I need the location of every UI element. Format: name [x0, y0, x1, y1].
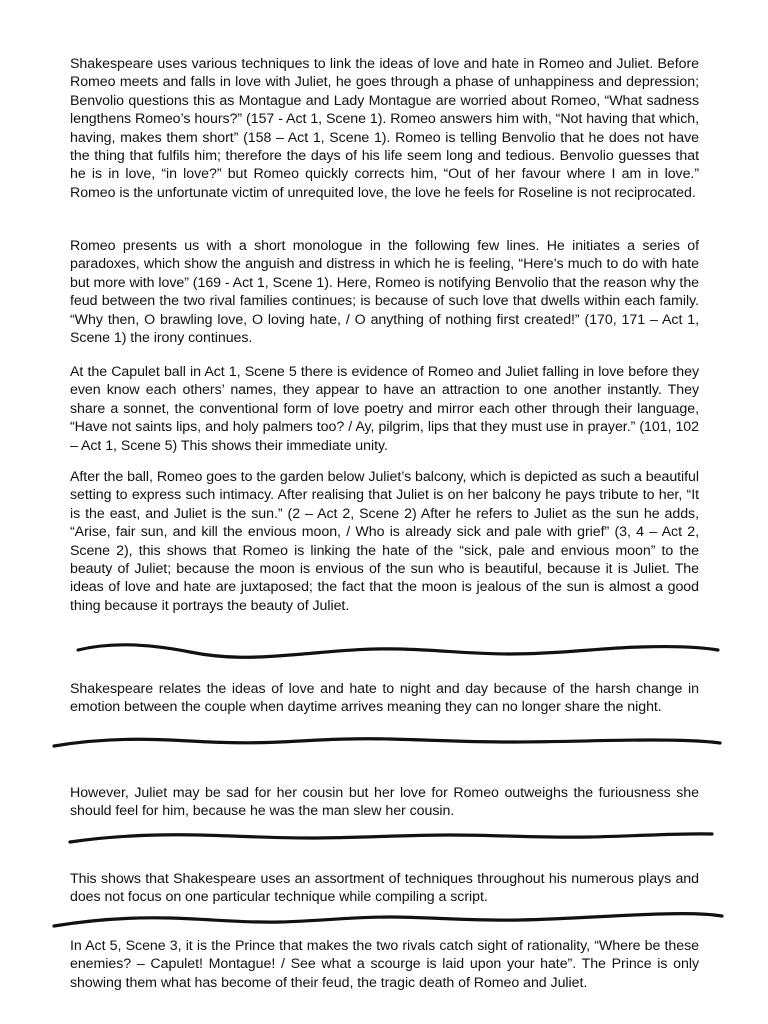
handwritten-squiggle-divider-4: [0, 902, 768, 942]
paragraph-8: In Act 5, Scene 3, it is the Prince that makes the two rivals catch sight of rationality, “Where be these enemies? – Capulet! Montague! / See what a scourge is laid upon your hate”. The Prince is only showing them what has become of their feud, the tragic death of Romeo and Juliet.: [70, 938, 699, 991]
paragraph-1: Shakespeare uses various techniques to link the ideas of love and hate in Romeo and Juliet. Before Romeo meets and falls in love with Juliet, he goes through a phase of unhappiness and depression; Benvolio questions this as Montague and Lady Montague are worried about Romeo, “What sadness lengthens Romeo’s hours?” (157 - Act 1, Scene 1). Romeo answers him with, “Not having that which, having, makes them short” (158 – Act 1, Scene 1). Romeo is telling Benvolio that he does not have the thing that fulfils him; therefore the days of his life seem long and tedious. Benvolio guesses that he is in love, “in love?” but Romeo quickly corrects him, “Out of her favour where I am in love.” Romeo is the unfortunate victim of unrequited love, the love he feels for Roseline is not reciprocated.: [70, 56, 699, 201]
paragraph-7: This shows that Shakespeare uses an assortment of techniques throughout his numerous plays and does not focus on one particular technique while compiling a script.: [70, 871, 699, 906]
paragraph-4: After the ball, Romeo goes to the garden below Juliet’s balcony, which is depicted as such a beautiful setting to express such intimacy. After realising that Juliet is on her balcony he pays tribute to her, “It is the east, and Juliet is the sun.” (2 – Act 2, Scene 2) After he refers to Juliet as the sun he adds, “Arise, fair sun, and kill the envious moon, / Who is already sick and pale with grief” (3, 4 – Act 2, Scene 2), this shows that Romeo is linking the hate of the “sick, pale and envious moon” to the beauty of Juliet; because the moon is envious of the sun who is beautiful, because it is Juliet. The ideas of love and hate are juxtaposed; the fact that the moon is jealous of the sun is almost a good thing because it portrays the beauty of Juliet.: [70, 469, 699, 614]
handwritten-squiggle-divider-3: [0, 820, 768, 860]
handwritten-squiggle-divider-1: [0, 628, 768, 668]
handwritten-squiggle-divider-2: [0, 724, 768, 764]
paragraph-2: Romeo presents us with a short monologue in the following few lines. He initiates a series of paradoxes, which show the anguish and distress in which he is feeling, “Here’s much to do with hate but more with love” (169 - Act 1, Scene 1). Here, Romeo is notifying Benvolio that the reason why the feud between the two rival families continues; is because of such love that dwells within each family. “Why then, O brawling love, O loving hate, / O anything of nothing first created!” (170, 171 – Act 1, Scene 1) the irony continues.: [70, 238, 699, 347]
paragraph-5: Shakespeare relates the ideas of love and hate to night and day because of the harsh change in emotion between the couple when daytime arrives meaning they can no longer share the night.: [70, 681, 699, 716]
paragraph-3: At the Capulet ball in Act 1, Scene 5 there is evidence of Romeo and Juliet falling in love before they even know each others’ names, they appear to have an attraction to one another instantly. They share a sonnet, the conventional form of love poetry and mirror each other through their language, “Have not saints lips, and holy palmers too? / Ay, pilgrim, lips that they must use in prayer.” (101, 102 – Act 1, Scene 5) This shows their immediate unity.: [70, 364, 699, 454]
paragraph-6: However, Juliet may be sad for her cousin but her love for Romeo outweighs the furiousness she should feel for him, because he was the man slew her cousin.: [70, 785, 699, 820]
